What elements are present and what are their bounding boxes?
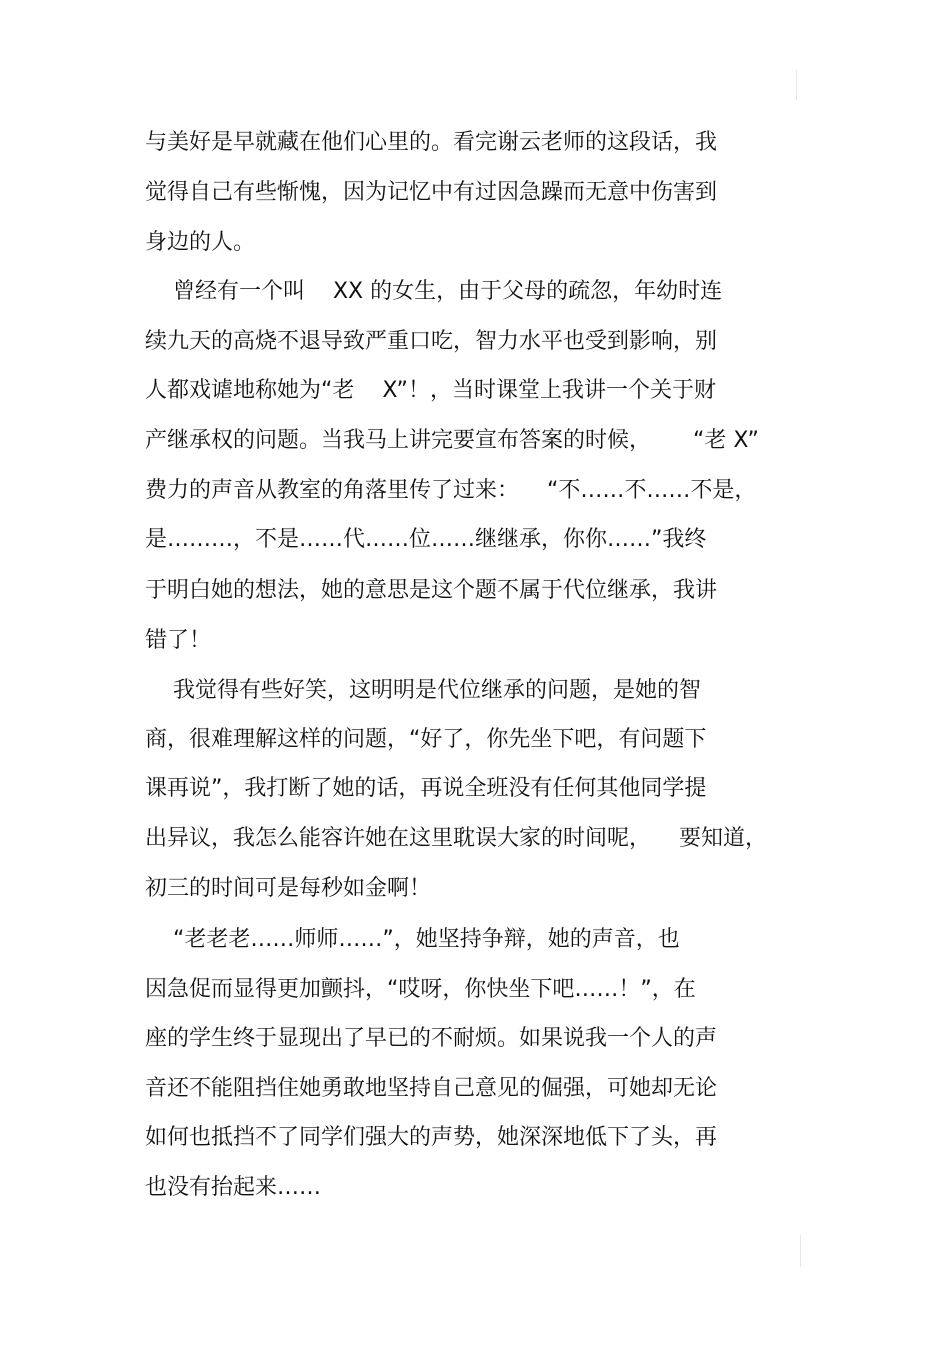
text-line: 与美好是早就藏在他们心里的。看完谢云老师的这段话，我 — [145, 130, 718, 155]
text-line: 是………，不是……代……位……继继承，你你……”我终 — [145, 527, 707, 552]
text-line: 费力的声音从教室的角落里传了过来： “不……不……不是， — [145, 478, 757, 503]
text-line: 身边的人。 — [145, 230, 256, 255]
text-line: 产继承权的问题。当我马上讲完要宣布答案的时候， “老 X” — [145, 428, 759, 453]
text-line: 续九天的高烧不退导致严重口吃，智力水平也受到影响，别 — [145, 329, 718, 354]
text-line: 曾经有一个叫 XX 的女生，由于父母的疏忽，年幼时连 — [145, 279, 723, 304]
text-line: 商，很难理解这样的问题，“好了，你先坐下吧，有问题下 — [145, 727, 707, 752]
text-line: 初三的时间可是每秒如金啊！ — [145, 876, 432, 901]
page-edge-mark-bottom — [800, 1235, 801, 1267]
text-line: 也没有抬起来…… — [145, 1175, 322, 1200]
text-line: “老老老……师师……”，她坚持争辩，她的声音，也 — [145, 927, 680, 952]
page-edge-mark-top — [796, 70, 797, 100]
text-line: 座的学生终于显现出了早已的不耐烦。如果说我一个人的声 — [145, 1026, 718, 1051]
text-line: 如何也抵挡不了同学们强大的声势，她深深地低下了头，再 — [145, 1125, 718, 1150]
text-line: 因急促而显得更加颤抖，“哎呀，你快坐下吧……！”，在 — [145, 977, 696, 1002]
text-line: 课再说”，我打断了她的话，再说全班没有任何其他同学提 — [145, 776, 707, 801]
text-line: 于明白她的想法，她的意思是这个题不属于代位继承，我讲 — [145, 578, 718, 603]
text-line: 我觉得有些好笑，这明明是代位继承的问题，是她的智 — [145, 678, 701, 703]
text-line: 觉得自己有些惭愧，因为记忆中有过因急躁而无意中伤害到 — [145, 180, 718, 205]
text-line: 人都戏谑地称她为“老 X”！，当时课堂上我讲一个关于财 — [145, 378, 716, 403]
text-line: 出异议，我怎么能容许她在这里耽误大家的时间呢， 要知道， — [145, 826, 767, 851]
text-line: 错了！ — [145, 628, 212, 653]
text-line: 音还不能阻挡住她勇敢地坚持自己意见的倔强，可她却无论 — [145, 1076, 718, 1101]
